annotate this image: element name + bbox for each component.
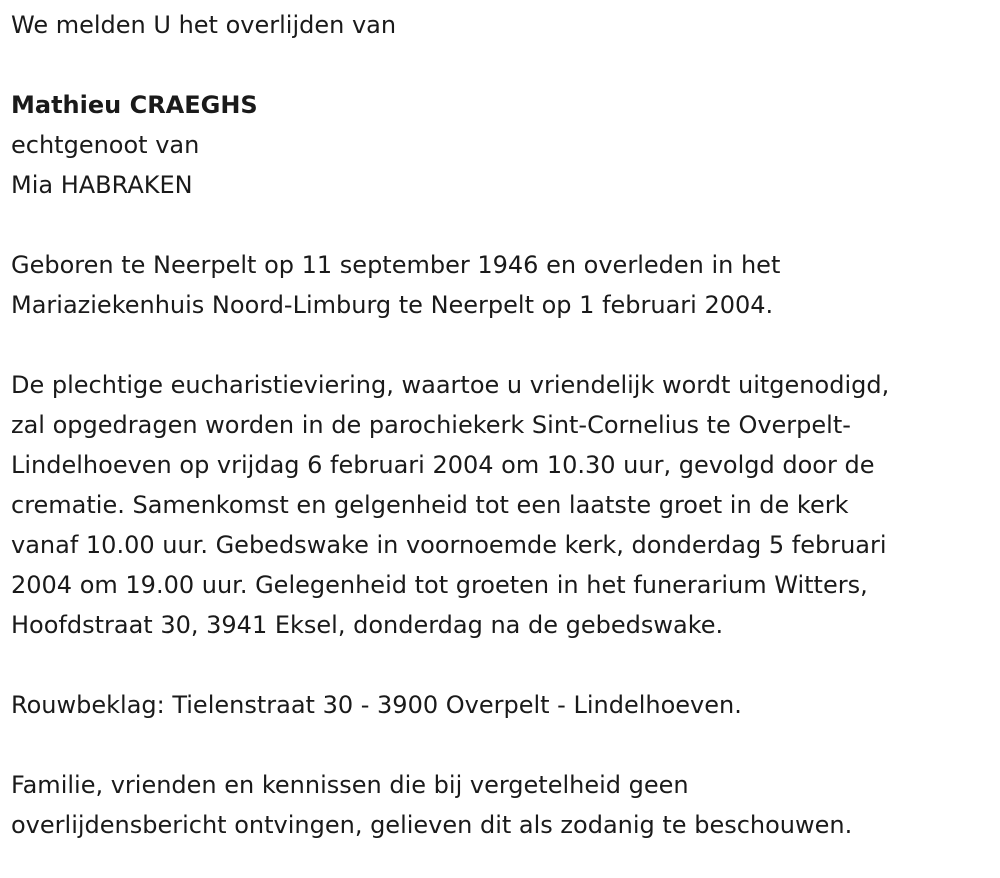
notice-text-block (11, 5, 1000, 845)
spacer (11, 205, 1000, 245)
closing-paragraph (11, 765, 1000, 845)
paragraph-line: overlijdensbericht ontvingen, gelieven dit als zodanig te beschouwen. (11, 811, 853, 839)
spacer (11, 645, 1000, 685)
birth-death-paragraph (11, 245, 1000, 325)
ceremony-paragraph (11, 365, 1000, 645)
paragraph-line: vanaf 10.00 uur. Gebedswake in voornoemde kerk, donderdag 5 februari (11, 531, 887, 559)
spacer (11, 725, 1000, 765)
paragraph-line: Geboren te Neerpelt op 11 september 1946 en overleden in het (11, 251, 781, 279)
spouse-name: Mia HABRAKEN (11, 171, 193, 199)
paragraph-line: 2004 om 19.00 uur. Gelegenheid tot groeten in het funerarium Witters, (11, 571, 868, 599)
spacer (11, 45, 1000, 85)
paragraph-line: zal opgedragen worden in de parochiekerk Sint-Cornelius te Overpelt- (11, 411, 851, 439)
paragraph-line: crematie. Samenkomst en gelgenheid tot een laatste groet in de kerk (11, 491, 849, 519)
paragraph-line: Lindelhoeven op vrijdag 6 februari 2004 om 10.30 uur, gevolgd door de (11, 451, 875, 479)
paragraph-line: De plechtige eucharistieviering, waartoe u vriendelijk wordt uitgenodigd, (11, 371, 890, 399)
paragraph-line: Mariaziekenhuis Noord-Limburg te Neerpelt op 1 februari 2004. (11, 291, 774, 319)
relation-line: echtgenoot van (11, 131, 200, 159)
paragraph-line: Hoofdstraat 30, 3941 Eksel, donderdag na de gebedswake. (11, 611, 724, 639)
mourning-address: Rouwbeklag: Tielenstraat 30 - 3900 Overpelt - Lindelhoeven. (11, 691, 742, 719)
intro-line: We melden U het overlijden van (11, 11, 397, 39)
deceased-name: Mathieu CRAEGHS (11, 91, 258, 119)
paragraph-line: Familie, vrienden en kennissen die bij vergetelheid geen (11, 771, 689, 799)
spacer (11, 325, 1000, 365)
